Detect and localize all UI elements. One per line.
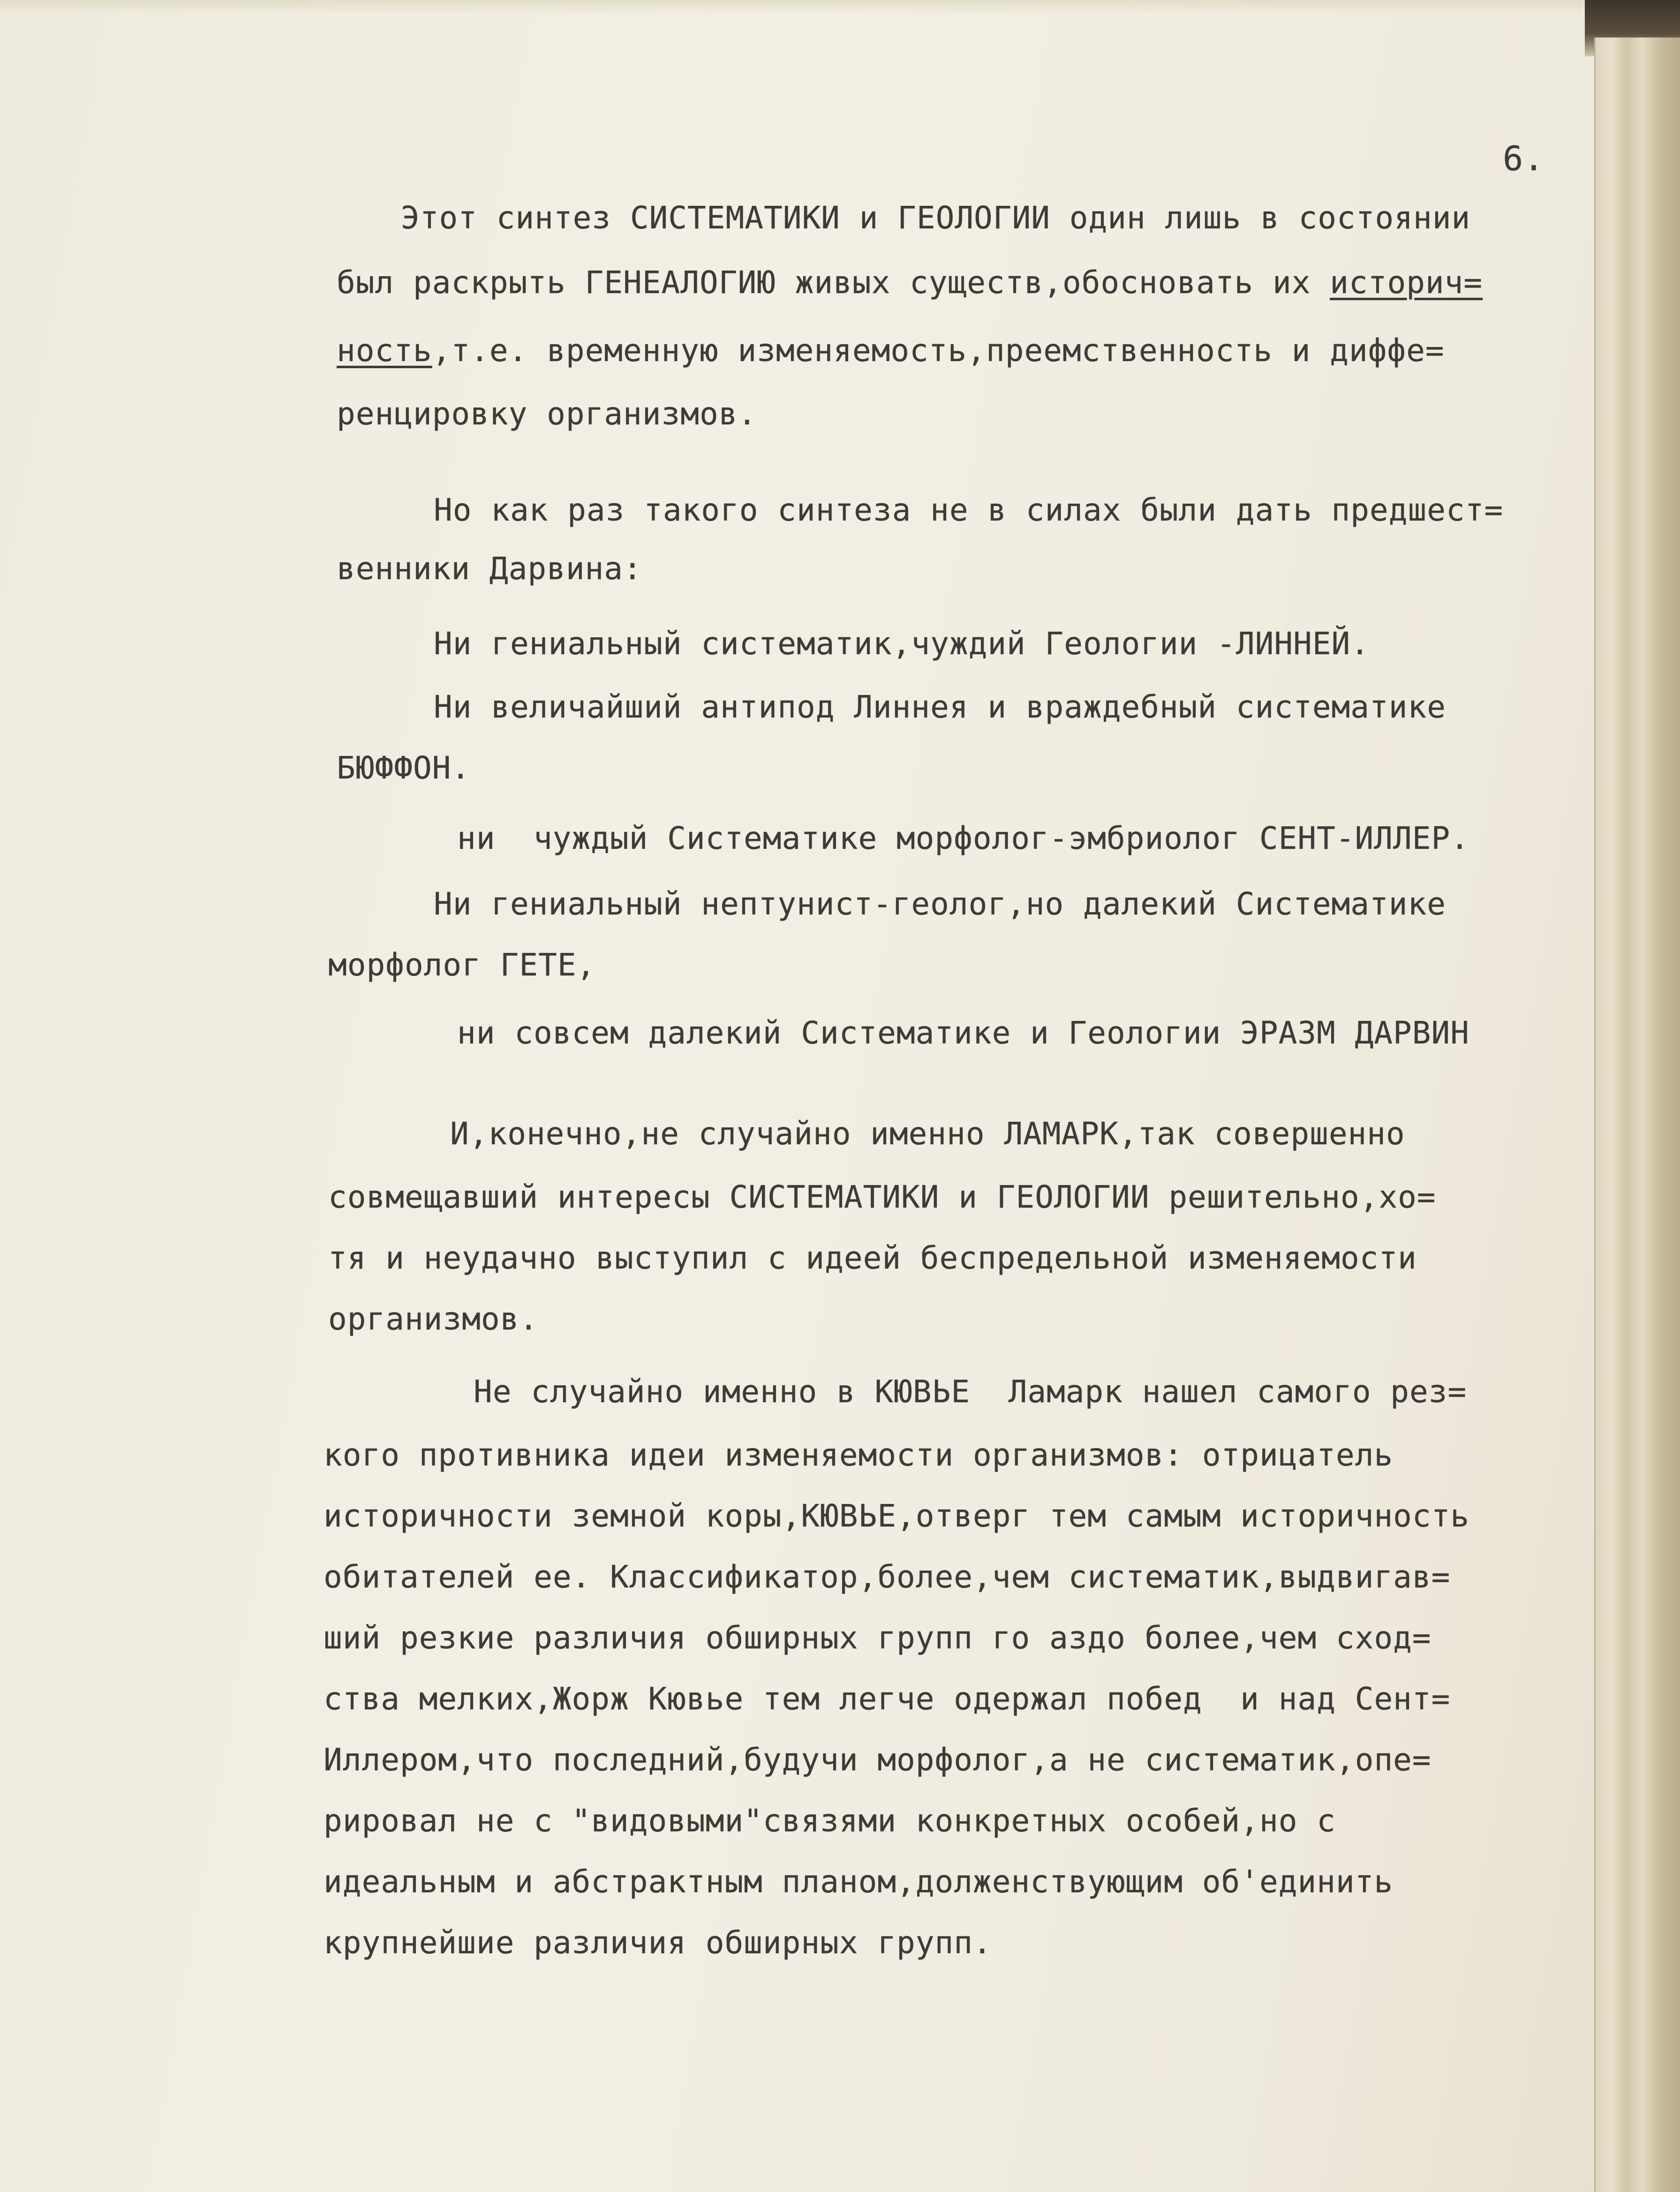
text-line: рировал не с "видовыми"связями конкретных особей,но с [324, 1803, 1336, 1839]
underlined-word: ность [337, 333, 432, 369]
page-top-edge [0, 0, 1613, 14]
text-line: ренцировку организмов. [337, 396, 757, 432]
text-line: Ни гениальный систематик,чуждий Геологии -ЛИННЕЙ. [434, 626, 1370, 662]
text-line: БЮФФОН. [337, 750, 471, 786]
underlined-word: историч= [1330, 265, 1483, 301]
text-line: идеальным и абстрактным планом,долженствующим об'единить [324, 1864, 1394, 1900]
text-line-part: был раскрыть ГЕНЕАЛОГИЮ живых существ,обосновать их историч= [337, 265, 1483, 301]
text-line: ства мелких,Жорж Кювье тем легче одержал побед и над Сент= [324, 1681, 1451, 1717]
text-line: венники Дарвина: [337, 551, 642, 587]
text-line: обитателей ее. Классификатор,более,чем систематик,выдвигав= [324, 1559, 1451, 1595]
text-line: кого противника идеи изменяемости организмов: отрицатель [324, 1437, 1394, 1473]
text-line: ни совсем далекий Систематике и Геологии ЭРАЗМ ДАРВИН [457, 1015, 1469, 1051]
text-line: совмещавший интересы СИСТЕМАТИКИ и ГЕОЛОГИИ решительно,хо= [328, 1179, 1436, 1215]
text-line: ший резкие различия обширных групп го аздо более,чем сход= [324, 1620, 1431, 1656]
text-line: Иллером,что последний,будучи морфолог,а не систематик,опе= [324, 1742, 1431, 1778]
text-line: Ни гениальный нептунист-геолог,но далекий Систематике [434, 886, 1446, 922]
text-line [337, 265, 1483, 301]
text-line: Но как раз такого синтеза не в силах были дать предшест= [434, 492, 1504, 528]
text-line: крупнейшие различия обширных групп. [324, 1925, 992, 1961]
text-line: Этот синтез СИСТЕМАТИКИ и ГЕОЛОГИИ один лишь в состоянии [401, 200, 1471, 236]
text-line: ность,т.е. временную изменяемость,преемственность и диффе= [337, 333, 1445, 369]
text-line: ни чуждый Систематике морфолог-эмбриолог СЕНТ-ИЛЛЕР. [457, 820, 1469, 856]
text-line: организмов. [328, 1301, 539, 1337]
text-line: тя и неудачно выступил с идеей беспредельной изменяемости [328, 1240, 1417, 1276]
page-stack-edge [1594, 38, 1680, 2192]
page-number: 6. [1503, 139, 1544, 178]
text-line: историчности земной коры,КЮВЬЕ,отверг тем самым историчность [324, 1498, 1470, 1534]
text-line: И,конечно,не случайно именно ЛАМАРК,так совершенно [450, 1116, 1405, 1152]
text-line: Ни величайший антипод Линнея и враждебный систематике [434, 689, 1446, 725]
text-line: Не случайно именно в КЮВЬЕ Ламарк нашел самого рез= [474, 1374, 1467, 1410]
text-line: морфолог ГЕТЕ, [328, 947, 596, 983]
